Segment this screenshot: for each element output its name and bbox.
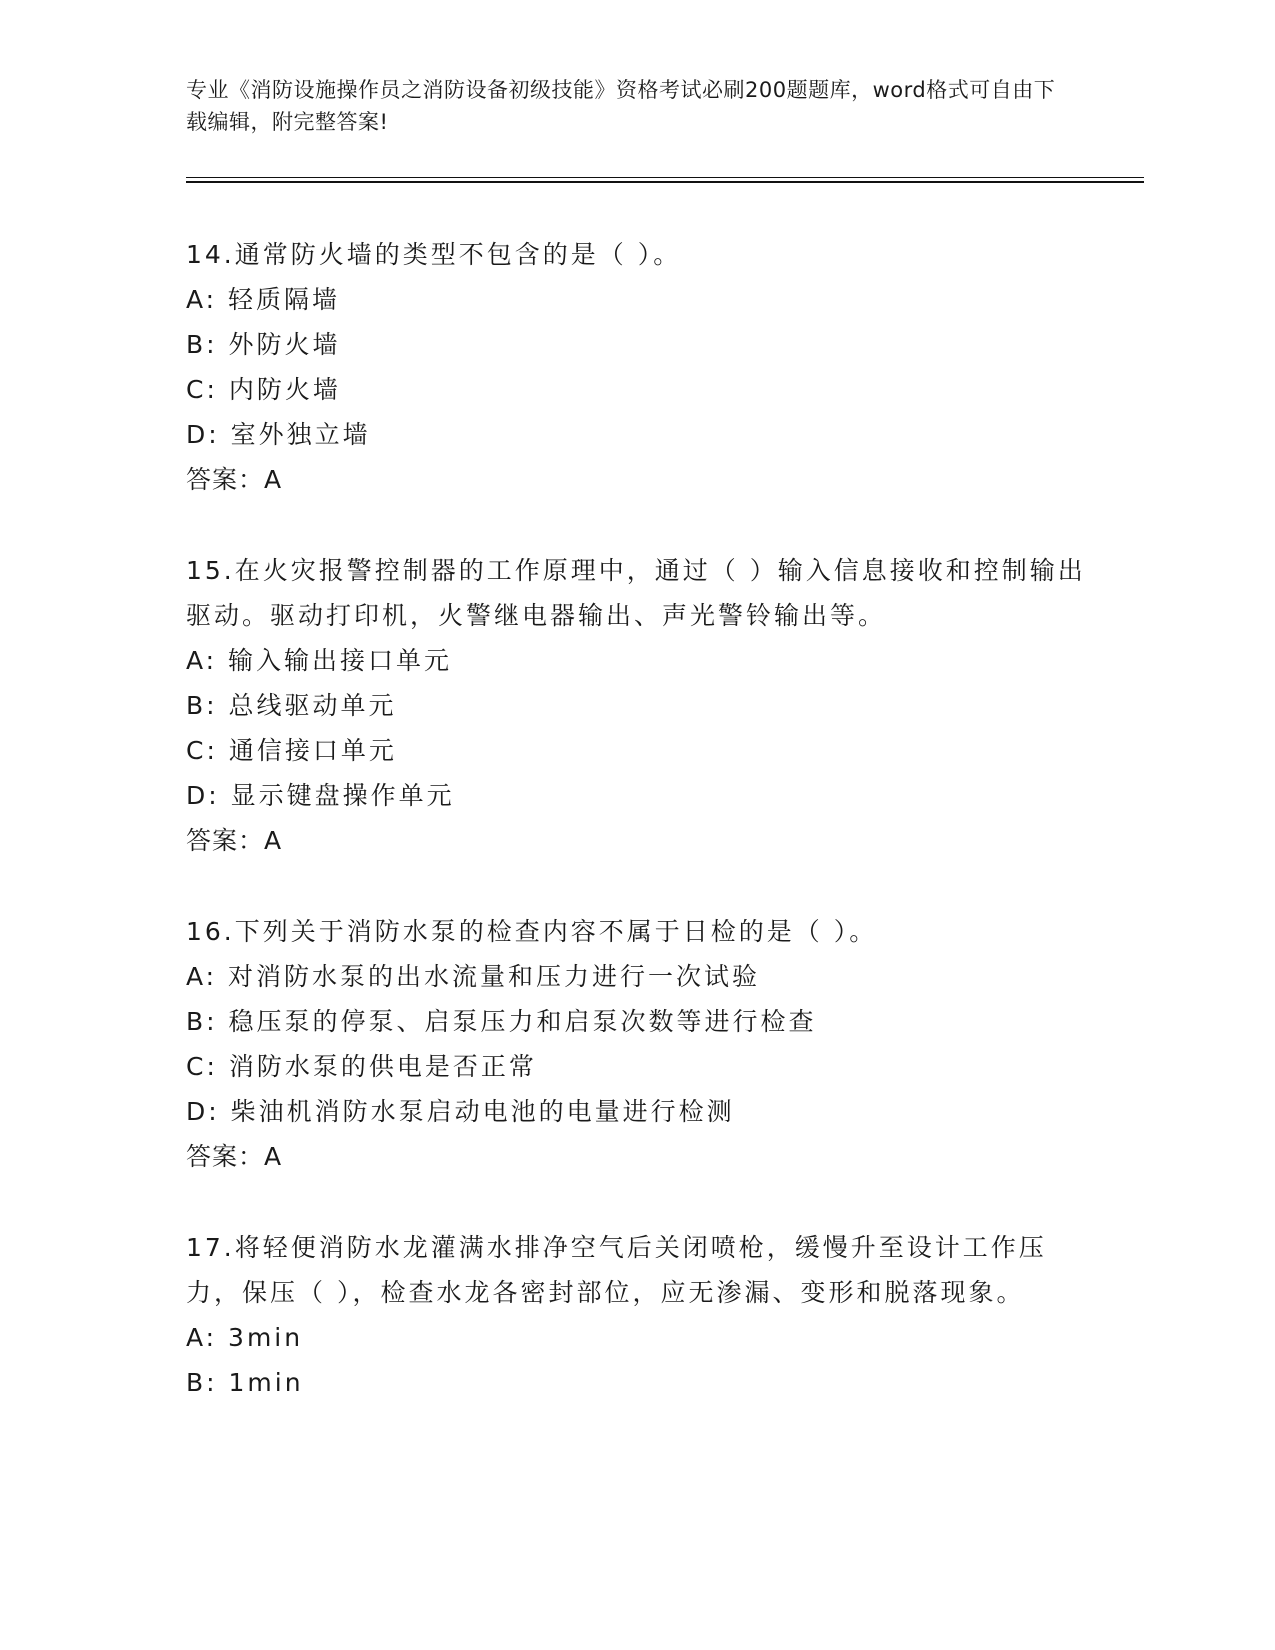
question-stem: 14.通常防火墙的类型不包含的是（ ）。 (186, 240, 682, 269)
option-a: A: 输入输出接口单元 (186, 646, 453, 675)
option-b: B: 1min (186, 1368, 304, 1397)
question-15 (186, 548, 1086, 863)
option-b: B: 总线驱动单元 (186, 691, 397, 720)
answer: 答案：A (186, 465, 283, 494)
option-c: C: 内防火墙 (186, 375, 341, 404)
question-list (186, 232, 1086, 1451)
answer: 答案：A (186, 1142, 283, 1171)
option-b: B: 稳压泵的停泵、启泵压力和启泵次数等进行检查 (186, 1007, 817, 1036)
option-b: B: 外防火墙 (186, 330, 341, 359)
option-d: D: 室外独立墙 (186, 420, 371, 449)
option-d: D: 柴油机消防水泵启动电池的电量进行检测 (186, 1097, 735, 1126)
option-a: A: 对消防水泵的出水流量和压力进行一次试验 (186, 962, 761, 991)
question-stem: 16.下列关于消防水泵的检查内容不属于日检的是（ ）。 (186, 917, 878, 946)
question-16 (186, 909, 1086, 1179)
question-stem: 17.将轻便消防水龙灌满水排净空气后关闭喷枪，缓慢升至设计工作压力，保压（ ），检查水龙各密封部位，应无渗漏、变形和脱落现象。 (186, 1233, 1047, 1307)
header-divider-thin (186, 177, 1144, 178)
option-a: A: 轻质隔墙 (186, 285, 341, 314)
question-14 (186, 232, 1086, 502)
option-a: A: 3min (186, 1323, 304, 1352)
question-17 (186, 1225, 1086, 1405)
document-intro: 专业《消防设施操作员之消防设备初级技能》资格考试必刷200题题库，word格式可自由下载编辑，附完整答案! (186, 78, 1056, 134)
option-c: C: 消防水泵的供电是否正常 (186, 1052, 537, 1081)
answer: 答案：A (186, 826, 283, 855)
header-divider-thick (186, 181, 1144, 183)
option-c: C: 通信接口单元 (186, 736, 397, 765)
question-stem: 15.在火灾报警控制器的工作原理中，通过（ ）输入信息接收和控制输出驱动。驱动打印机，火警继电器输出、声光警铃输出等。 (186, 556, 1086, 630)
option-d: D: 显示键盘操作单元 (186, 781, 455, 810)
